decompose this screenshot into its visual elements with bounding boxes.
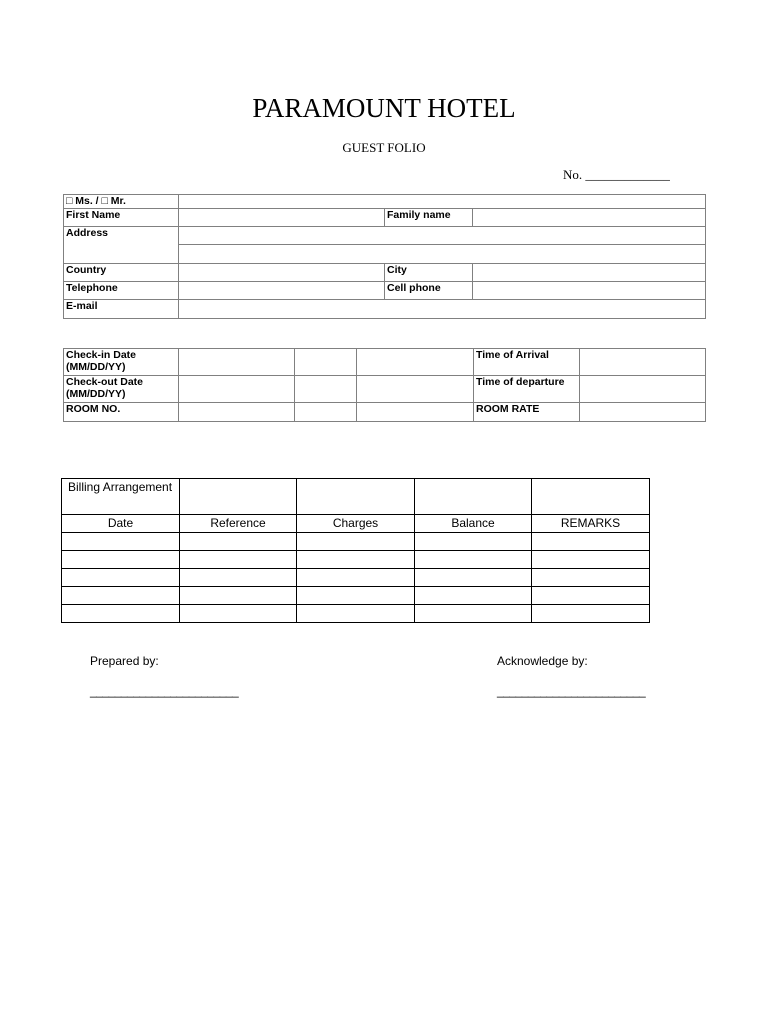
time-of-departure-field[interactable]	[580, 376, 706, 403]
room-no-field-3[interactable]	[357, 403, 474, 422]
email-field[interactable]	[179, 300, 706, 319]
room-rate-field[interactable]	[580, 403, 706, 422]
column-header-remarks: REMARKS	[532, 515, 650, 533]
check-out-field-1[interactable]	[179, 376, 295, 403]
table-cell[interactable]	[180, 533, 297, 551]
table-cell[interactable]	[415, 605, 532, 623]
table-cell[interactable]	[415, 551, 532, 569]
hotel-name: PARAMOUNT HOTEL	[252, 93, 516, 123]
country-field[interactable]	[179, 264, 385, 282]
check-out-field-2[interactable]	[295, 376, 357, 403]
billing-table	[61, 478, 650, 623]
room-no-label: ROOM NO.	[64, 403, 179, 422]
address-field-line-1[interactable]	[179, 227, 706, 245]
family-name-field[interactable]	[473, 209, 706, 227]
folio-number-field[interactable]: No. _____________	[563, 167, 670, 182]
table-row	[62, 569, 650, 587]
column-header-date: Date	[62, 515, 180, 533]
table-cell[interactable]	[180, 587, 297, 605]
table-cell[interactable]	[297, 605, 415, 623]
address-field-line-2[interactable]	[179, 245, 706, 264]
document-title: GUEST FOLIO	[342, 140, 426, 155]
check-out-field-3[interactable]	[357, 376, 474, 403]
check-out-label: Check-out Date (MM/DD/YY)	[64, 376, 179, 403]
city-label: City	[385, 264, 473, 282]
acknowledge-by-signature-line[interactable]: ________________________	[497, 684, 646, 698]
guest-info-table	[63, 194, 706, 319]
check-in-field-3[interactable]	[357, 349, 474, 376]
billing-arrangement-field-4[interactable]	[532, 479, 650, 515]
billing-arrangement-label: Billing Arrangement	[62, 479, 180, 515]
first-name-label: First Name	[64, 209, 179, 227]
cell-phone-label: Cell phone	[385, 282, 473, 300]
column-header-reference: Reference	[180, 515, 297, 533]
table-cell[interactable]	[415, 569, 532, 587]
table-cell[interactable]	[415, 587, 532, 605]
table-row	[62, 551, 650, 569]
cell-phone-field[interactable]	[473, 282, 706, 300]
country-label: Country	[64, 264, 179, 282]
table-cell[interactable]	[297, 569, 415, 587]
billing-arrangement-field-1[interactable]	[180, 479, 297, 515]
table-cell[interactable]	[297, 587, 415, 605]
email-label: E-mail	[64, 300, 179, 319]
billing-arrangement-field-2[interactable]	[297, 479, 415, 515]
table-cell[interactable]	[62, 605, 180, 623]
column-header-charges: Charges	[297, 515, 415, 533]
time-of-arrival-label: Time of Arrival	[474, 349, 580, 376]
salutation-label[interactable]: □ Ms. / □ Mr.	[64, 195, 179, 209]
room-no-field-1[interactable]	[179, 403, 295, 422]
table-cell[interactable]	[532, 569, 650, 587]
table-row	[62, 605, 650, 623]
time-of-arrival-field[interactable]	[580, 349, 706, 376]
time-of-departure-label: Time of departure	[474, 376, 580, 403]
prepared-by-signature-line[interactable]: ________________________	[90, 684, 239, 698]
city-field[interactable]	[473, 264, 706, 282]
table-cell[interactable]	[180, 551, 297, 569]
telephone-field[interactable]	[179, 282, 385, 300]
table-cell[interactable]	[415, 533, 532, 551]
table-cell[interactable]	[62, 587, 180, 605]
salutation-field[interactable]	[179, 195, 706, 209]
table-cell[interactable]	[532, 605, 650, 623]
billing-arrangement-field-3[interactable]	[415, 479, 532, 515]
room-no-field-2[interactable]	[295, 403, 357, 422]
address-label: Address	[64, 227, 179, 264]
stay-info-table	[63, 348, 706, 422]
check-in-field-1[interactable]	[179, 349, 295, 376]
check-in-field-2[interactable]	[295, 349, 357, 376]
table-cell[interactable]	[532, 551, 650, 569]
table-cell[interactable]	[297, 551, 415, 569]
table-cell[interactable]	[532, 533, 650, 551]
telephone-label: Telephone	[64, 282, 179, 300]
acknowledge-by-label: Acknowledge by:	[497, 654, 588, 668]
first-name-field[interactable]	[179, 209, 385, 227]
table-cell[interactable]	[180, 605, 297, 623]
table-row	[62, 587, 650, 605]
table-cell[interactable]	[62, 551, 180, 569]
prepared-by-label: Prepared by:	[90, 654, 159, 668]
table-cell[interactable]	[532, 587, 650, 605]
family-name-label: Family name	[385, 209, 473, 227]
table-cell[interactable]	[62, 533, 180, 551]
table-cell[interactable]	[62, 569, 180, 587]
room-rate-label: ROOM RATE	[474, 403, 580, 422]
column-header-balance: Balance	[415, 515, 532, 533]
check-in-label: Check-in Date (MM/DD/YY)	[64, 349, 179, 376]
table-cell[interactable]	[297, 533, 415, 551]
table-cell[interactable]	[180, 569, 297, 587]
table-row	[62, 533, 650, 551]
